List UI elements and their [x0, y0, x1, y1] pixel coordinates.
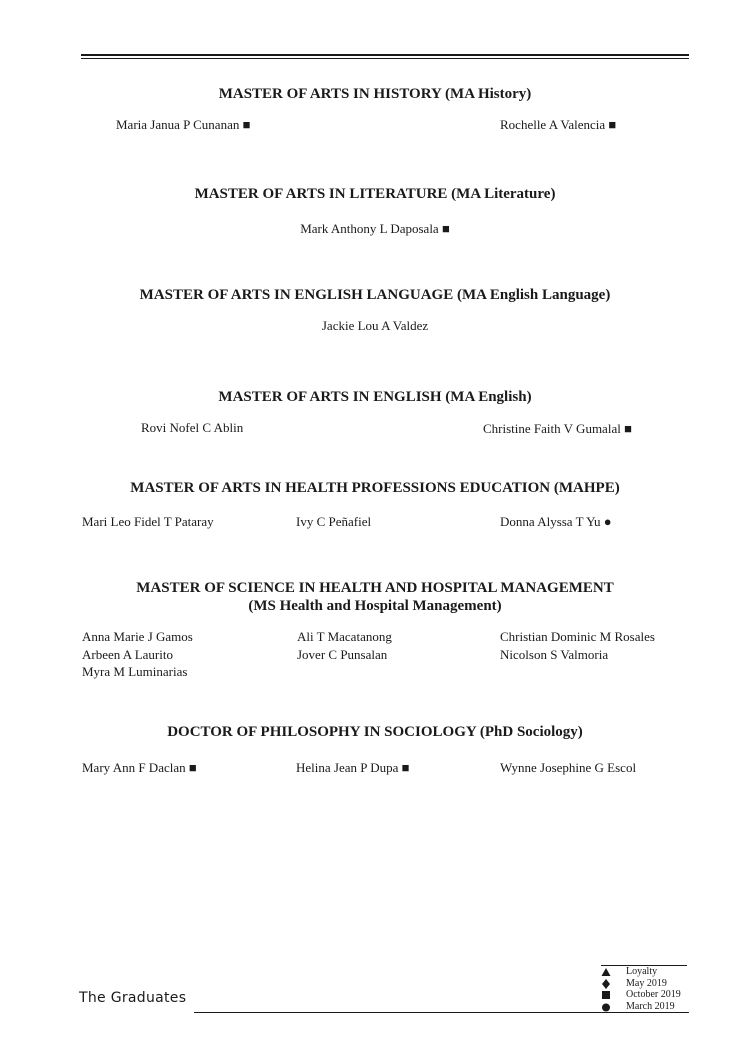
graduate-name: Rovi Nofel C Ablin: [141, 420, 244, 435]
top-rule-thin: [81, 58, 689, 59]
graduate-name: Maria Janua P Cunanan ■: [116, 117, 251, 132]
graduate-name: Ivy C Peñafiel: [296, 514, 372, 529]
graduate-name: Arbeen A Laurito: [82, 647, 173, 662]
graduate-name: Christian Dominic M Rosales: [500, 629, 655, 644]
section-heading-ma-literature: MASTER OF ARTS IN LITERATURE (MA Literature): [194, 186, 556, 202]
section-subheading-ms-hhm: (MS Health and Hospital Management): [248, 598, 502, 614]
graduate-name: Wynne Josephine G Escol: [500, 760, 637, 775]
top-rule-thick: [81, 54, 689, 56]
section-heading-ma-english: MASTER OF ARTS IN ENGLISH (MA English): [218, 389, 532, 405]
graduate-name: Christine Faith V Gumalal ■: [483, 421, 632, 436]
legend: [601, 966, 701, 1012]
graduate-name: Mary Ann F Daclan ■: [82, 760, 197, 775]
footer-title: The Graduates: [79, 990, 187, 1006]
legend-label: May 2019: [626, 977, 667, 989]
graduate-name: Rochelle A Valencia ■: [500, 117, 617, 132]
legend-item-may-2019: [601, 978, 701, 990]
graduate-name: Ali T Macatanong: [297, 629, 392, 644]
graduate-name: Helina Jean P Dupa ■: [296, 760, 410, 775]
graduate-name: Myra M Luminarias: [82, 664, 188, 679]
section-heading-ma-history: MASTER OF ARTS IN HISTORY (MA History): [218, 86, 532, 102]
triangle-icon: [601, 967, 611, 977]
graduate-name: Jover C Punsalan: [297, 647, 388, 662]
circle-icon: [601, 1002, 611, 1012]
legend-item-october-2019: [601, 989, 701, 1001]
section-heading-ms-hhm: MASTER OF SCIENCE IN HEALTH AND HOSPITAL MANAGEMENT: [136, 580, 614, 596]
legend-label: October 2019: [626, 989, 681, 1000]
diamond-icon: [601, 979, 611, 989]
graduate-name: Jackie Lou A Valdez: [321, 318, 429, 333]
section-heading-phd-sociology: DOCTOR OF PHILOSOPHY IN SOCIOLOGY (PhD Sociology): [167, 724, 583, 740]
legend-label: Loyalty: [626, 966, 658, 977]
footer-rule: [194, 1012, 689, 1013]
section-heading-ma-english-language: MASTER OF ARTS IN ENGLISH LANGUAGE (MA English Language): [139, 287, 611, 303]
graduate-name: Mari Leo Fidel T Pataray: [82, 514, 214, 529]
section-heading-mahpe: MASTER OF ARTS IN HEALTH PROFESSIONS EDUCATION (MAHPE): [130, 480, 620, 496]
graduate-name: Nicolson S Valmoria: [500, 647, 609, 662]
legend-label: March 2019: [626, 1000, 675, 1012]
legend-item-loyalty: [601, 966, 701, 978]
graduate-name: Anna Marie J Gamos: [82, 629, 193, 644]
legend-item-march-2019: [601, 1001, 701, 1013]
graduate-name: Mark Anthony L Daposala ■: [300, 221, 450, 236]
graduate-name: Donna Alyssa T Yu ●: [500, 514, 612, 529]
square-icon: [601, 990, 611, 1000]
